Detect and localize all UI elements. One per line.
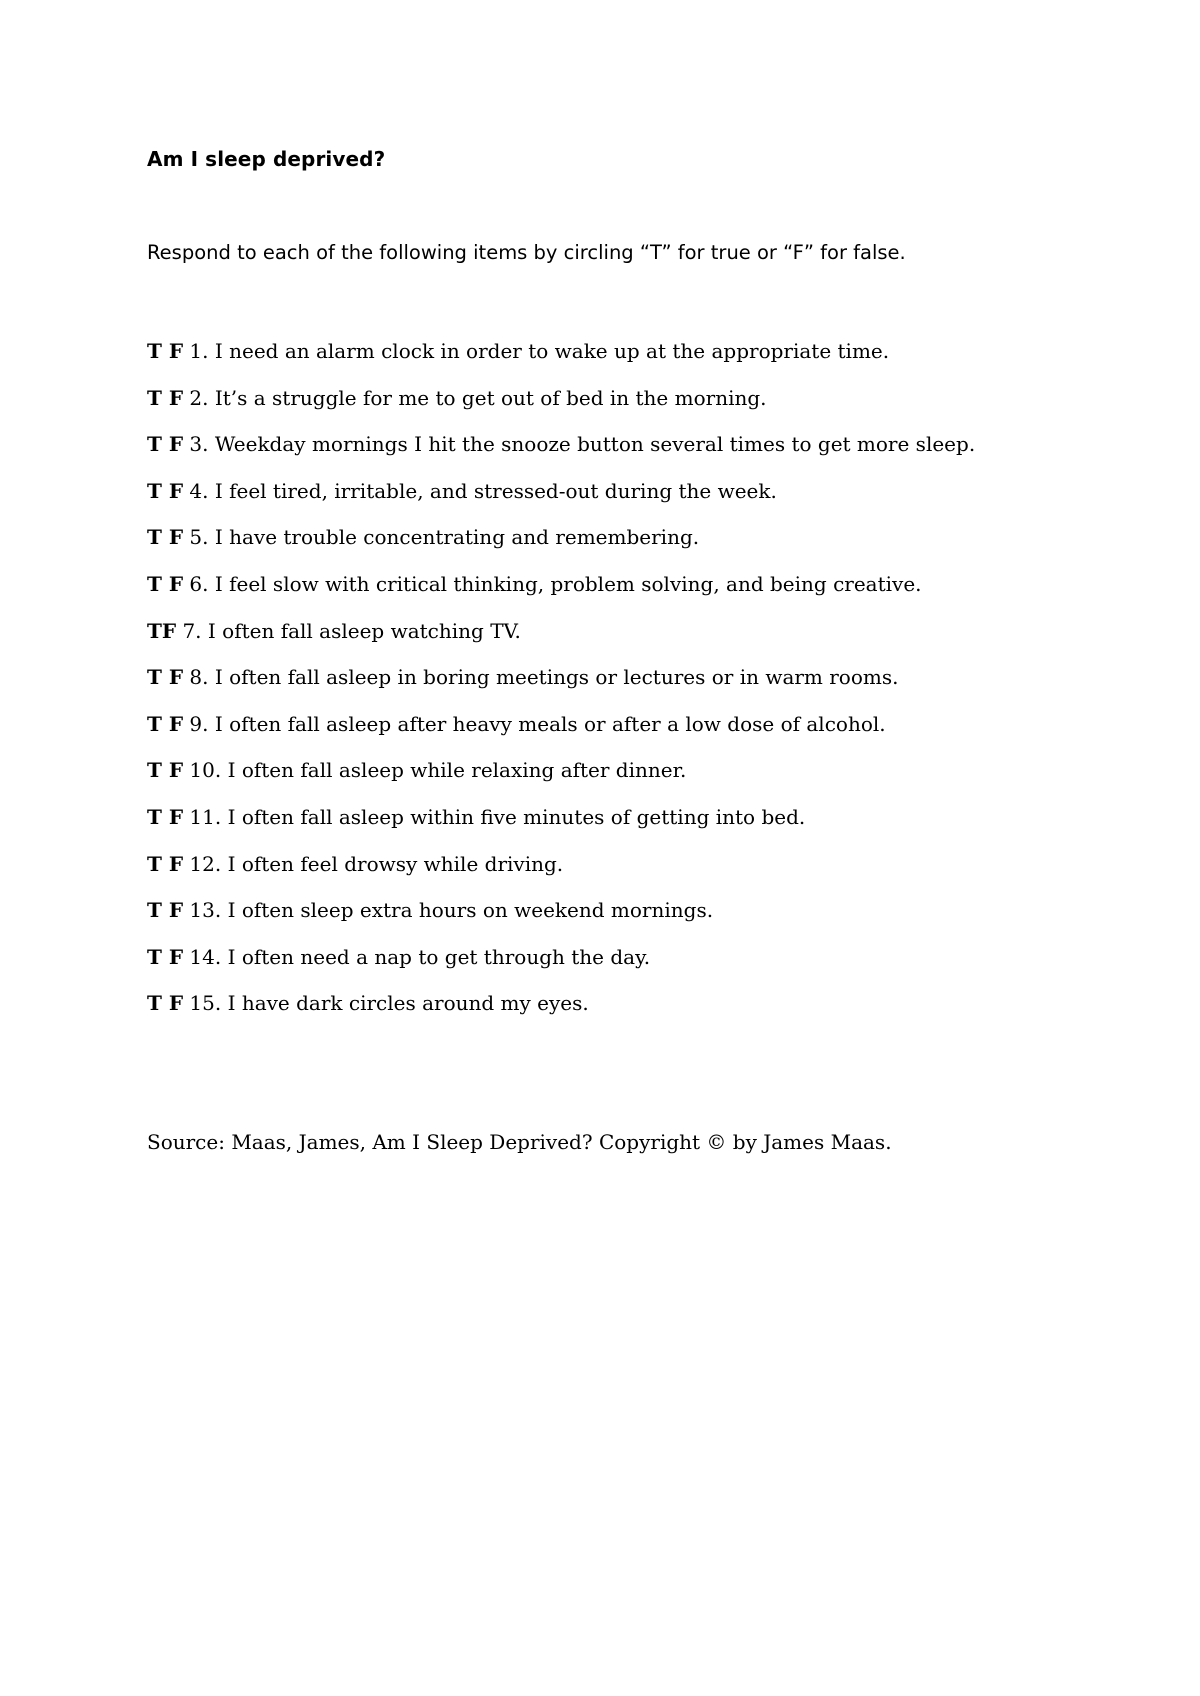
item-text: 14. I often need a nap to get through the day. xyxy=(183,944,651,969)
source-citation: Source: Maas, James, Am I Sleep Deprived? Copyright © by James Maas. xyxy=(147,1130,892,1154)
questionnaire-item xyxy=(147,523,975,570)
true-false-marker: T F xyxy=(147,758,184,783)
item-text: 9. I often fall asleep after heavy meals or after a low dose of alcohol. xyxy=(183,711,886,736)
true-false-marker: TF xyxy=(147,618,177,643)
questionnaire-item xyxy=(147,570,975,617)
true-false-marker: T F xyxy=(147,525,184,550)
true-false-marker: T F xyxy=(147,478,184,503)
questionnaire-item xyxy=(147,663,975,710)
true-false-marker: T F xyxy=(147,571,184,596)
questionnaire-item xyxy=(147,989,975,1036)
questionnaire-item xyxy=(147,337,975,384)
questionnaire-item xyxy=(147,477,975,524)
true-false-marker: T F xyxy=(147,339,184,363)
item-text: 4. I feel tired, irritable, and stressed-out during the week. xyxy=(183,478,777,503)
item-text: 10. I often fall asleep while relaxing after dinner. xyxy=(183,758,687,783)
item-text: 15. I have dark circles around my eyes. xyxy=(183,991,589,1016)
questionnaire-item xyxy=(147,430,975,477)
item-text: 5. I have trouble concentrating and remembering. xyxy=(183,525,700,550)
item-text: 1. I need an alarm clock in order to wake up at the appropriate time. xyxy=(183,339,890,363)
item-text: 2. It’s a struggle for me to get out of bed in the morning. xyxy=(183,385,767,410)
questionnaire-item xyxy=(147,710,975,757)
instructions-text: Respond to each of the following items by circling “T” for true or “F” for false. xyxy=(147,241,906,264)
true-false-marker: T F xyxy=(147,898,184,923)
item-text: 8. I often fall asleep in boring meetings or lectures or in warm rooms. xyxy=(183,665,899,690)
page-title: Am I sleep deprived? xyxy=(147,147,386,171)
true-false-marker: T F xyxy=(147,804,184,829)
questionnaire-item xyxy=(147,384,975,431)
true-false-marker: T F xyxy=(147,851,184,876)
true-false-marker: T F xyxy=(147,432,184,457)
item-text: 13. I often sleep extra hours on weekend mornings. xyxy=(183,898,714,923)
true-false-marker: T F xyxy=(147,944,184,969)
item-text: 6. I feel slow with critical thinking, problem solving, and being creative. xyxy=(183,571,922,596)
true-false-marker: T F xyxy=(147,711,184,736)
true-false-marker: T F xyxy=(147,385,184,410)
questionnaire-item xyxy=(147,617,975,664)
item-text: 12. I often feel drowsy while driving. xyxy=(183,851,564,876)
questionnaire-item xyxy=(147,896,975,943)
item-text: 3. Weekday mornings I hit the snooze button several times to get more sleep. xyxy=(183,432,976,457)
true-false-marker: T F xyxy=(147,991,184,1016)
true-false-marker: T F xyxy=(147,665,184,690)
item-text: 7. I often fall asleep watching TV. xyxy=(176,618,521,643)
questionnaire-item xyxy=(147,850,975,897)
item-text: 11. I often fall asleep within five minutes of getting into bed. xyxy=(183,804,806,829)
questionnaire-item xyxy=(147,803,975,850)
questionnaire-item xyxy=(147,756,975,803)
questionnaire-item xyxy=(147,943,975,990)
questionnaire-list xyxy=(147,337,975,1036)
